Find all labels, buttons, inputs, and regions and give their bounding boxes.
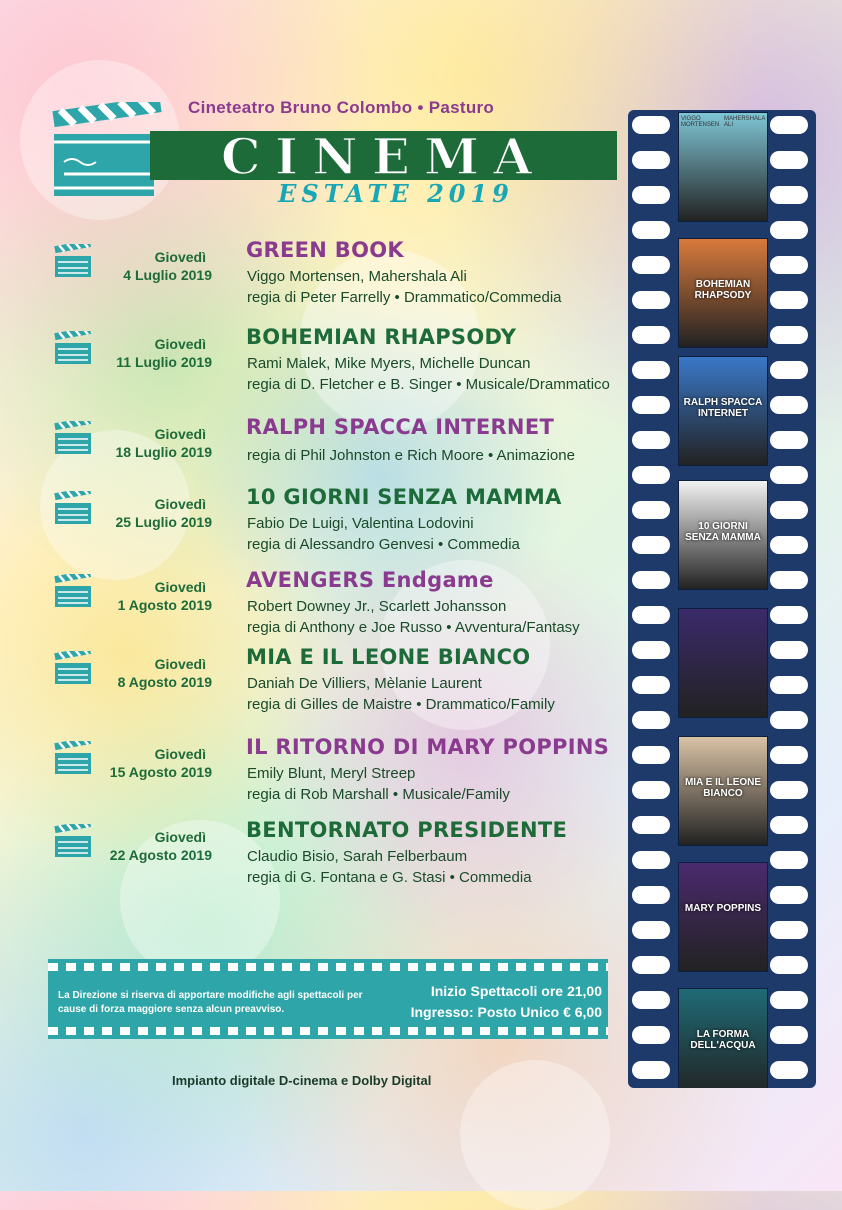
strip-perforations-right [770,110,812,1088]
film-hole [770,676,808,694]
film-hole [632,606,670,624]
screening-day: Giovedì [154,426,206,442]
film-line-1: Rami Malek, Mike Myers, Michelle Duncan [247,355,531,372]
film-hole [770,116,808,134]
film-line-2: regia di D. Fletcher e B. Singer • Musicale/Drammatico [247,376,610,393]
film-title: 10 GIORNI SENZA MAMMA [246,485,562,509]
film-line-2: regia di Alessandro Genvesi • Commedia [247,536,520,553]
film-title: GREEN BOOK [246,238,404,262]
film-hole [632,151,670,169]
film-hole [632,886,670,904]
screening-day: Giovedì [154,656,206,672]
film-line-2: regia di Peter Farrelly • Drammatico/Commedia [247,289,562,306]
poster-title: RALPH SPACCA INTERNET [683,397,763,419]
film-hole [770,396,808,414]
show-info [411,981,602,1023]
film-hole [632,466,670,484]
film-hole [632,956,670,974]
movie-poster [678,480,768,590]
poster-title: BOHEMIAN RHAPSODY [694,279,752,301]
film-line-1: Claudio Bisio, Sarah Felberbaum [247,848,468,865]
film-hole [770,1026,808,1044]
film-line-2: regia di Anthony e Joe Russo • Avventura/Fantasy [247,619,580,636]
film-hole [632,221,670,239]
film-entry [0,568,620,648]
film-title: RALPH SPACCA INTERNET [246,415,555,439]
film-hole [770,816,808,834]
film-hole [770,921,808,939]
ticket-price: Ingresso: Posto Unico € 6,00 [410,1004,602,1020]
film-hole [632,256,670,274]
clapperboard-icon [52,102,162,202]
movie-poster [678,356,768,466]
band-perforation-bottom [48,1027,608,1035]
start-time: Inizio Spettacoli ore 21,00 [430,983,602,999]
film-line-1: Viggo Mortensen, Mahershala Ali [247,268,467,285]
screening-date: 11 Luglio 2019 [116,354,212,370]
film-entry [0,645,620,725]
movie-poster [678,736,768,846]
film-hole [770,501,808,519]
film-hole [770,991,808,1009]
film-line-1: Daniah De Villiers, Mèlanie Laurent [247,675,482,692]
poster-credit-left: VIGGO MORTENSEN [681,116,720,128]
season-subtitle: ESTATE 2019 [278,179,514,208]
film-hole [632,326,670,344]
screening-day: Giovedì [154,496,206,512]
film-hole [632,746,670,764]
film-hole [632,816,670,834]
film-hole [770,746,808,764]
film-hole [632,921,670,939]
film-line-1: regia di Phil Johnston e Rich Moore • Animazione [247,447,575,464]
film-hole [632,781,670,799]
film-line-2: regia di Gilles de Maistre • Drammatico/Family [247,696,555,713]
film-hole [632,851,670,869]
film-hole [770,151,808,169]
management-notice: La Direzione si riserva di apportare modifiche agli spettacoli per cause di forza maggiore senza alcun preavviso. [58,990,363,1015]
poster-title: MARY POPPINS [684,903,762,914]
film-entry [0,818,620,898]
film-entry [0,485,620,565]
film-hole [770,256,808,274]
film-entry [0,415,620,495]
movie-poster [678,608,768,718]
film-line-2: regia di G. Fontana e G. Stasi • Commedia [247,869,532,886]
film-hole [770,361,808,379]
strip-perforations-left [632,110,674,1088]
film-hole [632,536,670,554]
screening-date: 25 Luglio 2019 [115,514,212,530]
film-title: IL RITORNO DI MARY POPPINS [246,735,610,759]
film-hole [632,1026,670,1044]
film-hole [770,431,808,449]
screening-day: Giovedì [154,249,206,265]
film-hole [770,186,808,204]
film-hole [632,641,670,659]
film-hole [632,711,670,729]
cinema-title-box [150,127,617,186]
screening-date: 18 Luglio 2019 [115,444,212,460]
screening-date: 15 Agosto 2019 [109,764,212,780]
screening-day: Giovedì [154,746,206,762]
film-strip [628,110,816,1088]
film-title: MIA E IL LEONE BIANCO [246,645,531,669]
poster-title: LA FORMA DELL'ACQUA [690,1029,756,1051]
poster-credits [681,116,765,128]
film-line-1: Robert Downey Jr., Scarlett Johansson [247,598,507,615]
screening-day: Giovedì [154,336,206,352]
screening-date: 1 Agosto 2019 [117,597,212,613]
film-hole [632,571,670,589]
film-hole [632,396,670,414]
poster-credit-right: MAHERSHALA ALI [723,116,765,128]
film-hole [770,781,808,799]
film-line-2: regia di Rob Marshall • Musicale/Family [247,786,510,803]
film-hole [770,221,808,239]
film-hole [770,641,808,659]
screening-date: 22 Agosto 2019 [109,847,212,863]
venue-name: Cineteatro Bruno Colombo • Pasturo [188,98,495,117]
film-hole [770,851,808,869]
poster-title: 10 GIORNI SENZA MAMMA [685,521,761,543]
screening-day: Giovedì [154,829,206,845]
film-hole [770,711,808,729]
film-hole [770,606,808,624]
movie-poster [678,862,768,972]
film-entry [0,238,620,318]
band-perforation-top [48,963,608,971]
film-hole [632,431,670,449]
poster-title: MIA E IL LEONE BIANCO [684,777,762,799]
film-entry [0,325,620,405]
film-hole [632,291,670,309]
film-title: AVENGERS Endgame [246,568,494,592]
film-hole [632,1061,670,1079]
film-hole [770,571,808,589]
film-line-1: Emily Blunt, Meryl Streep [247,765,416,782]
film-hole [632,361,670,379]
film-title: BOHEMIAN RHAPSODY [246,325,517,349]
film-hole [770,536,808,554]
film-entry [0,735,620,815]
movie-poster [678,112,768,222]
film-hole [632,501,670,519]
background-flower [460,1060,610,1210]
movie-poster [678,238,768,348]
tech-note: Impianto digitale D-cinema e Dolby Digital [172,1073,432,1088]
film-title: BENTORNATO PRESIDENTE [246,818,568,842]
cinema-title: CINEMA [220,127,547,186]
film-hole [770,886,808,904]
film-hole [632,116,670,134]
movie-poster [678,988,768,1088]
film-hole [770,466,808,484]
film-hole [770,956,808,974]
info-band [48,959,608,1039]
film-hole [632,186,670,204]
film-hole [770,1061,808,1079]
film-hole [632,991,670,1009]
film-hole [770,326,808,344]
screening-date: 8 Agosto 2019 [117,674,212,690]
film-line-1: Fabio De Luigi, Valentina Lodovini [247,515,474,532]
screening-day: Giovedì [154,579,206,595]
film-hole [770,291,808,309]
screening-date: 4 Luglio 2019 [123,267,212,283]
film-hole [632,676,670,694]
